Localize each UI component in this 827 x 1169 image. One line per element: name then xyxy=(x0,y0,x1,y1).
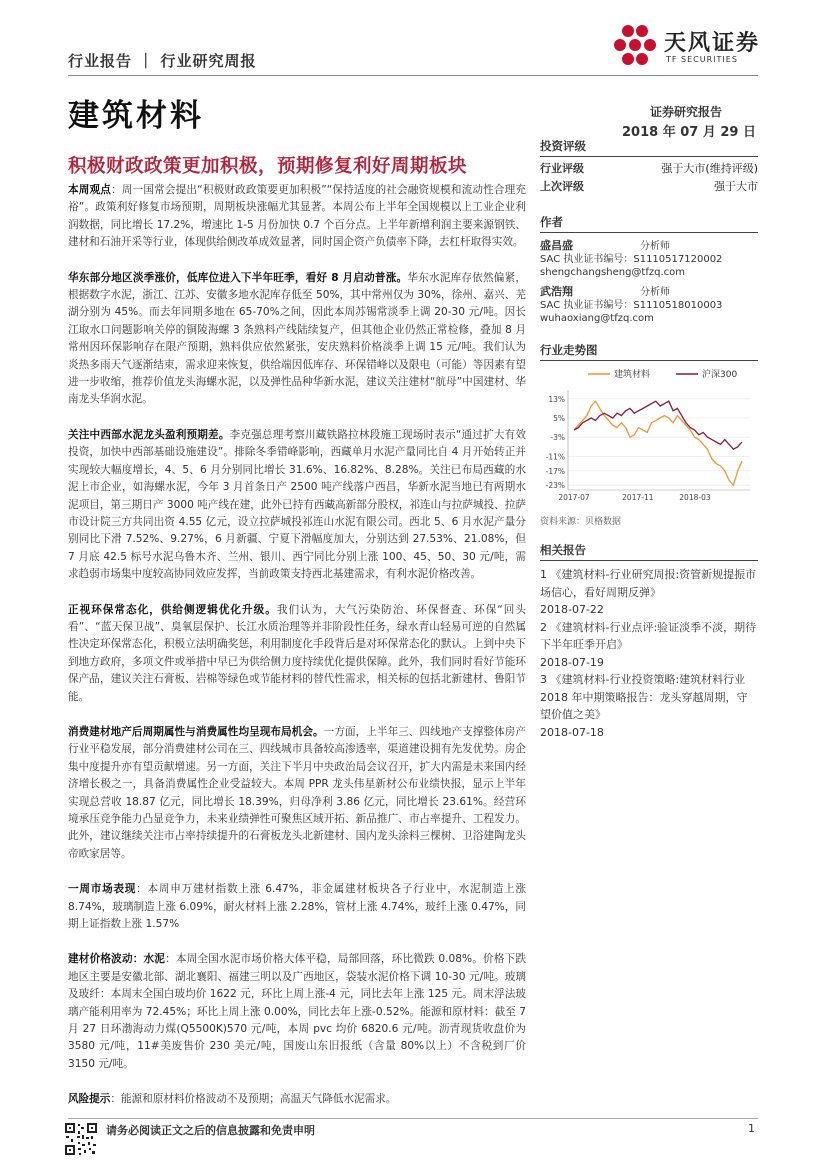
legend-label: 建筑材料 xyxy=(614,370,651,380)
paragraph-lead: 本周观点 xyxy=(68,184,112,196)
paragraph-text: 华东水泥库存依然偏紧，根据数字水泥，浙江、江苏、安徽多地水泥库存低至 50%，其中常州仅为 30%，徐州、嘉兴、芜湖分别为 45%。而去年同期多地在 65-70%之间，因此本周苏锡常淡季上调 20-30 元/吨。因长江取水口问题影响关停的铜陵海螺 3 条熟料产线陆续复产，但其他企业仍然正常检修，叠加 8 月常州因环保影响存在限产预期，熟料供应依然紧张，安庆熟料价格淡季上调 15 元/吨。我们认为炎热多雨天气逐渐结束，需求迎来恢复，供给端因低库存、环保错峰以及限电（可能）等因素有望进一步收缩，推荐价值龙头海螺水泥，以及弹性品种华新水泥，建议关注建材“航母”中国建材、华南龙头华润水泥。 xyxy=(68,271,526,406)
paragraph-risk xyxy=(68,1091,526,1108)
paragraph-lead: 建材价格波动：水泥 xyxy=(68,953,166,966)
paragraph-sep: ： xyxy=(111,184,122,196)
paragraph-market xyxy=(68,881,526,933)
x-tick-label: 2017-11 xyxy=(622,493,654,502)
paragraph-lead: 消费建材地产后周期属性与消费属性均呈现布局机会。 xyxy=(68,725,324,738)
related-report-link[interactable]: 2 《建筑材料-行业点评:验证淡季不淡，期待下半年旺季开启》 xyxy=(540,620,757,651)
analyst-card xyxy=(540,285,758,325)
authors-heading: 作者 xyxy=(540,214,758,233)
related-heading: 相关报告 xyxy=(540,542,758,561)
trend-heading: 行业走势图 xyxy=(540,342,758,361)
y-tick-label: 13% xyxy=(548,394,565,404)
analyst-email[interactable]: wuhaoxiang@tfzq.com xyxy=(540,313,654,324)
y-tick-label: -11% xyxy=(545,452,565,462)
disclaimer-text: 请务必阅读正文之后的信息披露和免责申明 xyxy=(106,1124,315,1137)
rating-value: 强于大市(维持评级) xyxy=(661,162,758,175)
x-tick-label: 2017-07 xyxy=(558,493,590,502)
analyst-role: 分析师 xyxy=(640,287,670,298)
paragraph-lead: 华东部分地区淡季涨价，低库位进入下半年旺季，看好 8 月启动普涨。 xyxy=(68,271,408,284)
analyst-sac: SAC 执业证书编号：S1110518010003 xyxy=(540,300,723,311)
rating-section xyxy=(540,138,758,196)
logo-subtext: TF SECURITIES xyxy=(666,55,738,64)
paragraph-midwest xyxy=(68,427,526,584)
paragraph-sep: ： xyxy=(110,1093,121,1106)
report-date: 2018 年 07 月 29 日 xyxy=(622,125,756,140)
y-tick-label: -17% xyxy=(545,466,565,476)
paragraph-lead: 关注中西部水泥龙头盈利预期差。 xyxy=(68,428,230,441)
rating-key: 行业评级 xyxy=(540,162,584,175)
footer-divider xyxy=(68,1118,758,1119)
y-tick-label: -23% xyxy=(545,481,565,491)
report-headline: 积极财政政策更加积极，预期修复利好周期板块 xyxy=(68,156,468,177)
paragraph-sep: ： xyxy=(165,953,176,966)
x-tick-label: 2018-03 xyxy=(679,493,711,502)
main-body xyxy=(68,182,526,1127)
rating-value: 强于大市 xyxy=(714,180,758,193)
paragraph-east-china xyxy=(68,270,526,409)
paragraph-text: 一方面，上半年三、四线地产支撑整体房产行业平稳发展，部分消费建材公司在三、四线城市具备较高渗透率，渠道建设拥有先发优势。房企集中度提升亦有望贡献增速。另一方面，关注下半月中央政治局会议召开，扩大内需是未来国内经济增长极之一，具备消费属性企业受益较大。本周 PPR 龙头伟星新材公布业绩快报，显示上半年实现总营收 18.87 亿元，同比增长 18.39%，归母净利 3.86 亿元，同比增长 23.61%。经营环境承压竞争能力凸显竞争力，未来业绩弹性可聚焦区域开拓、新品推广、市占率提升、工程发力。此外，建议继续关注市占率持续提升的石膏板龙头北新建材、国内龙头涂料三棵树、卫浴建陶龙头帝欧家居等。 xyxy=(68,725,527,860)
paragraph-lead: 正视环保常态化，供给侧逻辑优化升级。 xyxy=(68,603,277,616)
related-report-date: 2018-07-19 xyxy=(540,655,604,669)
qr-code-icon xyxy=(64,1122,98,1156)
paragraph-text: 我们认为，大气污染防治、环保督查、环保“回头看”、“蓝天保卫战”、臭氧层保护、长江水质治理等并非阶段性任务，绿水青山轻易可逆的自然属性决定环保常态化，积极立法明确奖惩，利用制度化手段背后是对环保常态化的默认。上到中央下到地方政府，多项文件或举措中早已为供给侧力度持续优化提供保障。此外，我们同时看好节能环保产品，建议关注石膏板、岩棉等绿色或节能材料的替代性需求，相关标的包括北新建材、鲁阳节能。 xyxy=(68,603,526,703)
report-type: 证券研究报告 xyxy=(650,105,723,119)
rating-key: 上次评级 xyxy=(540,180,584,193)
analyst-name: 武浩翔 xyxy=(540,285,573,298)
related-report-date: 2018-07-18 xyxy=(540,725,604,739)
analyst-card xyxy=(540,239,758,279)
trend-section xyxy=(540,342,758,361)
paragraph-lead: 风险提示 xyxy=(68,1093,111,1106)
series-line xyxy=(574,401,742,485)
paragraph-sep: ： xyxy=(136,883,148,896)
paragraph-text: 本周全国水泥市场价格大体平稳，局部回落，环比微跌 0.08%。价格下跌地区主要是安徽北部、湖北襄阳、福建三明以及广西地区，袋装水泥价格下调 10-30 元/吨。玻璃及玻纤：本周末全国白玻均价 1622 元，环比上周上涨-4 元，同比去年上涨 125 元。周末浮法玻璃产能利用率为 72.45%；环比上周上涨 0.00%，同比去年上涨-0.52%。能源和原材料：截至 7 月 27 日环渤海动力煤(Q5500K)570 元/吨，本周 pvc 均价 6820.6 元/吨。沥青现货收盘价为 3580 元/吨，11#美废售价 230 美元/吨，国废山东旧报纸（含量 80%以上）不含税到厂价 3150 元/吨。 xyxy=(68,953,527,1070)
y-tick-label: -3% xyxy=(550,433,565,443)
paragraph-environment xyxy=(68,602,526,706)
rating-row xyxy=(540,178,758,196)
chart-source: 资料来源：贝格数据 xyxy=(540,517,622,527)
related-report-date: 2018-07-22 xyxy=(540,603,604,616)
page-number: 1 xyxy=(748,1122,755,1135)
authors-section xyxy=(540,214,758,325)
sector-title: 建筑材料 xyxy=(68,98,204,134)
rating-row xyxy=(540,160,758,178)
rating-heading: 投资评级 xyxy=(540,138,758,157)
analyst-role: 分析师 xyxy=(640,241,670,252)
header-divider xyxy=(68,75,758,76)
analyst-email[interactable]: shengchangsheng@tfzq.com xyxy=(540,267,685,278)
paragraph-text: 周一国常会提出“积极财政政策要更加积极”“保持适度的社会融资规模和流动性合理充裕”。政策利好修复市场预期，周期板块涨幅尤其显著。本周公布上半年全国规模以上工业企业利润数据，同比增长 17.2%，增速比 1-5 月份加快 0.7 个百分点。上半年新增利润主要来源钢铁、建材和石油开采等行业，体现供给侧改革成效显著，同时国企资产负债率下降，去杠杆取得实效。 xyxy=(68,184,526,249)
analyst-sac: SAC 执业证书编号：S1110517120002 xyxy=(540,254,723,265)
paragraph-text: 本周申万建材指数上涨 6.47%，非金属建材板块各子行业中，水泥制造上涨 8.74%，玻璃制造上涨 6.09%，耐火材料上涨 2.28%，管材上涨 4.74%，玻纤上涨 0.47%，同期上证指数上涨 1.57% xyxy=(68,883,527,931)
analyst-name: 盛昌盛 xyxy=(540,239,573,252)
related-report-link[interactable]: 3 《建筑材料-行业投资策略:建筑材料行业 2018 年中期策略报告：龙头穿越周期，守望价值之美》 xyxy=(540,673,748,721)
paragraph-prices xyxy=(68,951,526,1073)
y-tick-label: 5% xyxy=(553,414,565,423)
related-report-link[interactable]: 1 《建筑材料-行业研究周报:资管新规提振市场信心，看好周期反弹》 xyxy=(540,568,757,599)
paragraph-consumer-materials xyxy=(68,724,526,863)
related-list xyxy=(540,566,758,741)
trend-chart xyxy=(540,362,758,512)
report-category: 行业报告 ｜ 行业研究周报 xyxy=(68,52,257,70)
paragraph-text: 李克强总理考察川藏铁路拉林段施工现场时表示“通过扩大有效投资，加快中西部基础设施建设”。排除冬季错峰影响，西藏单月水泥产量同比自 4 月开始转正并实现较大幅度增长，4、5、6 月分别同比增长 31.6%、16.82%、8.28%。关注已布局西藏的水泥上市企业，如海螺水泥，今年 3 月首条日产 2500 吨产线落户西昌，华新水泥当地已有两期水泥项目，第三期日产 3000 吨产线在建，此外已持有西藏高新部分股权，祁连山与拉萨城投、拉萨市设计院三方共同出资 4.55 亿元，设立拉萨城投祁连山水泥有限公司。西北 5、6 月水泥产量分别同比下滑 7.52%、9.27%，6 月新疆、宁夏下滑幅度加大，分别达到 27.53%、21.08%，但 7 月底 42.5 标号水泥乌鲁木齐、兰州、银川、西宁同比分别上涨 100、45、50、30 元/吨，需求趋弱市场集中度较高协同效应发挥，当前政策支持西北基建需求，有利水泥价格改善。 xyxy=(68,428,526,581)
paragraph-text: 能源和原材料价格波动不及预期；高温天气降低水泥需求。 xyxy=(120,1093,397,1106)
legend-label: 沪深300 xyxy=(702,370,738,380)
related-section xyxy=(540,542,758,561)
logo-text: 天风证券 xyxy=(664,31,761,56)
tf-logo-icon xyxy=(610,22,660,72)
paragraph-lead: 一周市场表现 xyxy=(68,883,137,896)
paragraph-weekly-view xyxy=(68,182,526,252)
